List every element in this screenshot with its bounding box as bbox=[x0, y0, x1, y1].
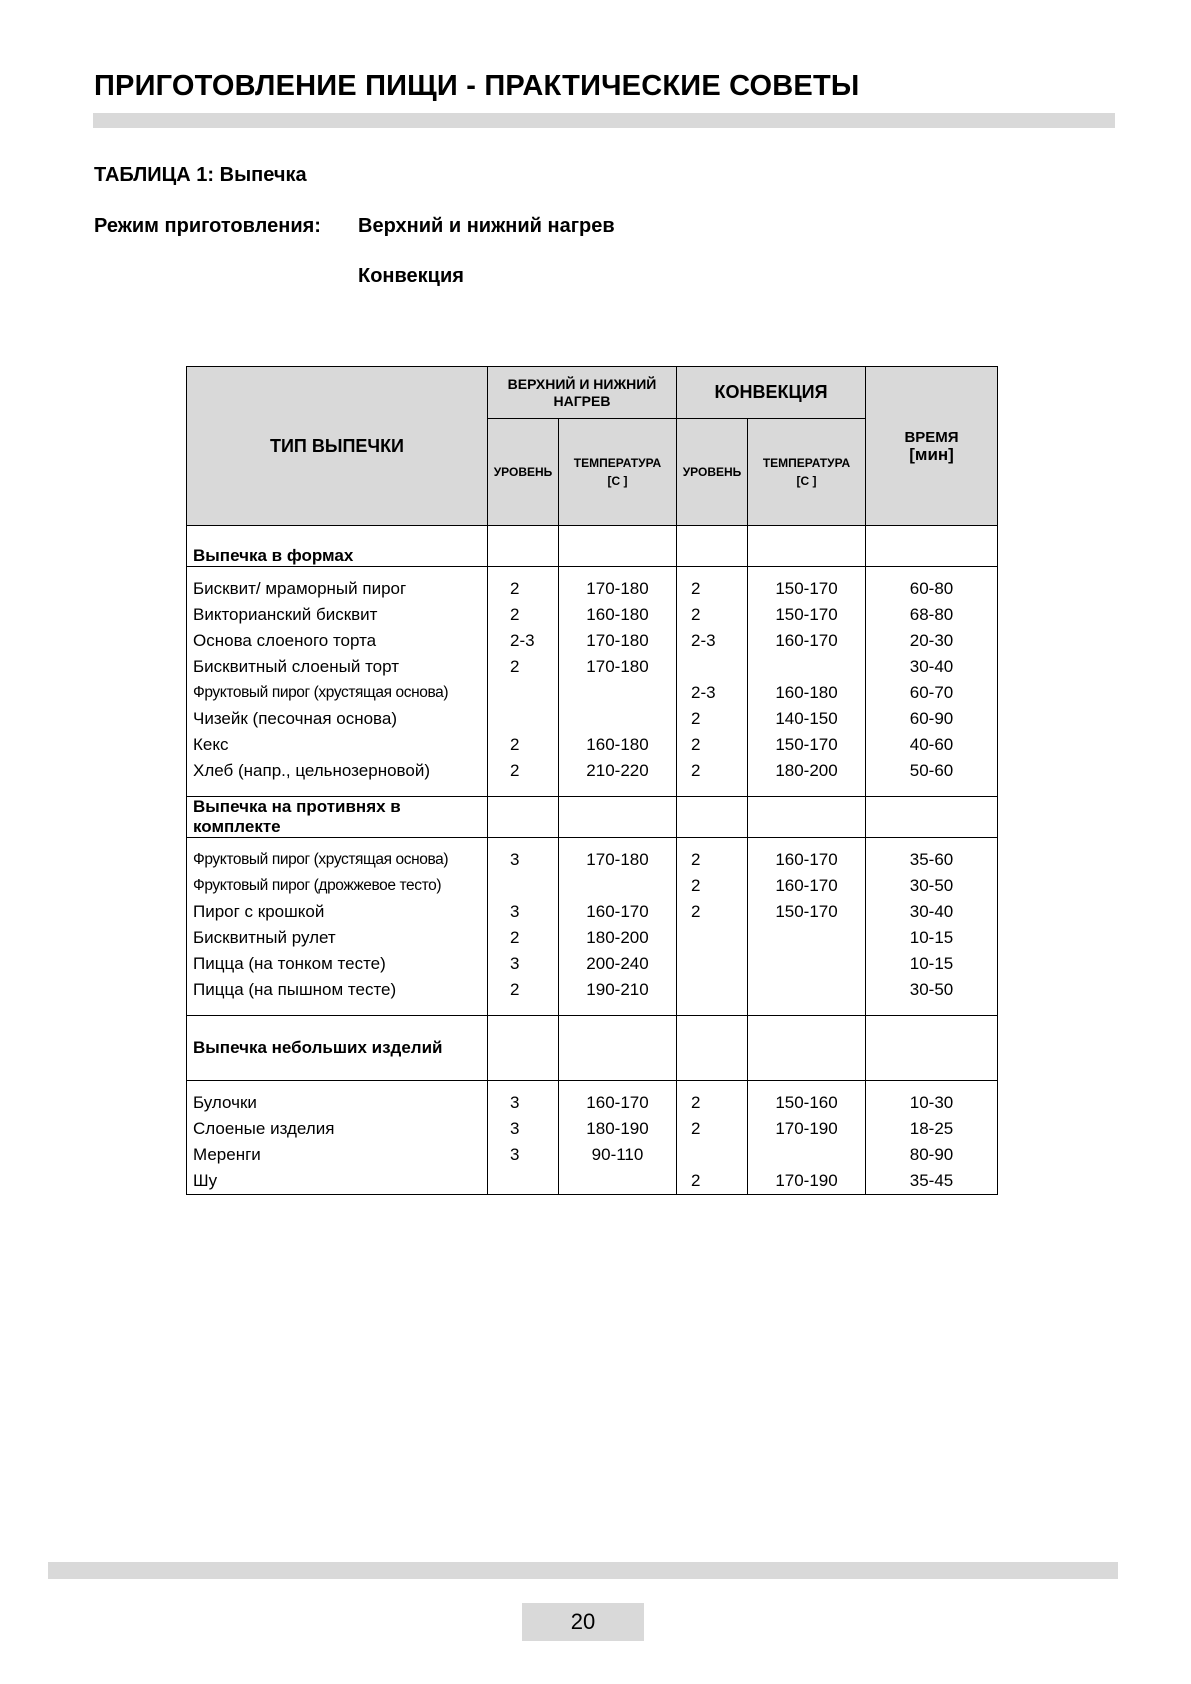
cell-cv-level bbox=[677, 977, 748, 1016]
page-title: ПРИГОТОВЛЕНИЕ ПИЩИ - ПРАКТИЧЕСКИЕ СОВЕТЫ bbox=[94, 70, 860, 102]
cell-cv-temp: 180-200 bbox=[748, 758, 866, 797]
cell-cv-temp: 160-170 bbox=[748, 873, 866, 899]
cell-tb-temp bbox=[559, 706, 677, 732]
header-cv-temp-unit: [C ] bbox=[796, 474, 817, 488]
section-row bbox=[187, 1016, 998, 1081]
cell-tb-temp bbox=[559, 680, 677, 706]
section-empty-cell bbox=[677, 797, 748, 838]
cell-time: 35-60 bbox=[866, 838, 998, 874]
cell-time: 50-60 bbox=[866, 758, 998, 797]
header-time bbox=[866, 367, 998, 526]
cell-time: 30-50 bbox=[866, 873, 998, 899]
cell-tb-level: 3 bbox=[488, 1116, 559, 1142]
table-row bbox=[187, 628, 998, 654]
cell-cv-temp: 150-170 bbox=[748, 732, 866, 758]
cell-tb-temp: 160-170 bbox=[559, 1081, 677, 1117]
cell-baking-type: Фруктовый пирог (хрустящая основа) bbox=[187, 838, 488, 874]
table-body bbox=[187, 526, 998, 1195]
header-tb-level: УРОВЕНЬ bbox=[488, 419, 559, 526]
cell-tb-level: 2-3 bbox=[488, 628, 559, 654]
cell-cv-level: 2 bbox=[677, 706, 748, 732]
cell-tb-level bbox=[488, 706, 559, 732]
cell-cv-temp: 150-170 bbox=[748, 567, 866, 603]
cell-tb-temp bbox=[559, 1168, 677, 1195]
cell-cv-temp bbox=[748, 1142, 866, 1168]
cell-time: 18-25 bbox=[866, 1116, 998, 1142]
cooking-mode-top-bottom: Верхний и нижний нагрев bbox=[358, 215, 615, 237]
cell-tb-temp: 170-180 bbox=[559, 628, 677, 654]
cell-tb-level: 2 bbox=[488, 732, 559, 758]
header-cv-temp-label: ТЕМПЕРАТУРА bbox=[762, 456, 851, 470]
cell-tb-level bbox=[488, 1168, 559, 1195]
footer-bar bbox=[48, 1562, 1118, 1579]
cell-baking-type: Пицца (на тонком тесте) bbox=[187, 951, 488, 977]
section-empty-cell bbox=[559, 797, 677, 838]
cell-baking-type: Чизейк (песочная основа) bbox=[187, 706, 488, 732]
section-empty-cell bbox=[559, 1016, 677, 1081]
table-row bbox=[187, 951, 998, 977]
cell-cv-level bbox=[677, 1142, 748, 1168]
section-title: Выпечка на противнях в комплекте bbox=[193, 797, 401, 836]
cell-tb-level: 2 bbox=[488, 977, 559, 1016]
section-title-cell bbox=[187, 797, 488, 838]
cell-time: 40-60 bbox=[866, 732, 998, 758]
cell-tb-level: 2 bbox=[488, 758, 559, 797]
cell-tb-temp: 170-180 bbox=[559, 567, 677, 603]
cell-cv-level: 2-3 bbox=[677, 680, 748, 706]
cell-tb-temp: 170-180 bbox=[559, 838, 677, 874]
cell-cv-temp bbox=[748, 977, 866, 1016]
table-row bbox=[187, 758, 998, 797]
cell-time: 30-40 bbox=[866, 654, 998, 680]
cell-time: 20-30 bbox=[866, 628, 998, 654]
cell-time: 10-30 bbox=[866, 1081, 998, 1117]
cell-cv-temp: 160-170 bbox=[748, 838, 866, 874]
cell-time: 80-90 bbox=[866, 1142, 998, 1168]
cell-tb-temp: 90-110 bbox=[559, 1142, 677, 1168]
title-underline-bar bbox=[93, 113, 1115, 128]
table-row bbox=[187, 925, 998, 951]
table-row bbox=[187, 706, 998, 732]
cell-tb-level: 3 bbox=[488, 899, 559, 925]
header-tb-temp bbox=[559, 419, 677, 526]
cell-cv-level: 2-3 bbox=[677, 628, 748, 654]
cell-cv-temp: 140-150 bbox=[748, 706, 866, 732]
table-row bbox=[187, 977, 998, 1016]
cell-baking-type: Фруктовый пирог (дрожжевое тесто) bbox=[187, 873, 488, 899]
cell-time: 30-50 bbox=[866, 977, 998, 1016]
cell-tb-temp: 160-170 bbox=[559, 899, 677, 925]
cell-tb-temp: 190-210 bbox=[559, 977, 677, 1016]
cell-time: 10-15 bbox=[866, 925, 998, 951]
cell-tb-temp: 170-180 bbox=[559, 654, 677, 680]
header-tb-temp-unit: [C ] bbox=[607, 474, 628, 488]
cell-time: 30-40 bbox=[866, 899, 998, 925]
cell-cv-level: 2 bbox=[677, 1116, 748, 1142]
cell-cv-temp: 170-190 bbox=[748, 1116, 866, 1142]
section-empty-cell bbox=[866, 526, 998, 567]
cell-baking-type: Бисквит/ мраморный пирог bbox=[187, 567, 488, 603]
cooking-mode-label: Режим приготовления: bbox=[94, 215, 321, 237]
cell-baking-type: Шу bbox=[187, 1168, 488, 1195]
cell-cv-temp: 150-170 bbox=[748, 602, 866, 628]
section-title: Выпечка в формах bbox=[193, 546, 354, 565]
header-cv-temp bbox=[748, 419, 866, 526]
cell-cv-level: 2 bbox=[677, 758, 748, 797]
cell-time: 60-80 bbox=[866, 567, 998, 603]
section-row bbox=[187, 526, 998, 567]
table-row bbox=[187, 1116, 998, 1142]
table-row bbox=[187, 873, 998, 899]
table-row bbox=[187, 1168, 998, 1195]
cell-tb-temp: 160-180 bbox=[559, 602, 677, 628]
cell-cv-level bbox=[677, 925, 748, 951]
header-time-label: ВРЕМЯ bbox=[904, 429, 959, 446]
table-row bbox=[187, 567, 998, 603]
cell-cv-level: 2 bbox=[677, 732, 748, 758]
cell-tb-level bbox=[488, 873, 559, 899]
table-row bbox=[187, 654, 998, 680]
page-number: 20 bbox=[522, 1603, 644, 1641]
cell-tb-level bbox=[488, 680, 559, 706]
cell-time: 60-70 bbox=[866, 680, 998, 706]
cell-cv-level bbox=[677, 654, 748, 680]
cell-baking-type: Викторианский бисквит bbox=[187, 602, 488, 628]
section-empty-cell bbox=[866, 797, 998, 838]
cell-cv-level: 2 bbox=[677, 602, 748, 628]
header-time-unit: [мин] bbox=[909, 445, 954, 464]
cell-tb-level: 3 bbox=[488, 1142, 559, 1168]
header-cv-level: УРОВЕНЬ bbox=[677, 419, 748, 526]
section-empty-cell bbox=[677, 526, 748, 567]
cell-tb-level: 2 bbox=[488, 654, 559, 680]
cell-baking-type: Меренги bbox=[187, 1142, 488, 1168]
table-label: ТАБЛИЦА 1: Выпечка bbox=[94, 164, 307, 186]
cell-baking-type: Булочки bbox=[187, 1081, 488, 1117]
section-empty-cell bbox=[488, 1016, 559, 1081]
table-row bbox=[187, 1081, 998, 1117]
cell-cv-temp: 150-170 bbox=[748, 899, 866, 925]
cell-cv-level: 2 bbox=[677, 838, 748, 874]
section-title-cell bbox=[187, 526, 488, 567]
cooking-mode-convection: Конвекция bbox=[358, 265, 464, 287]
cell-tb-temp: 200-240 bbox=[559, 951, 677, 977]
header-top-bottom: ВЕРХНИЙ И НИЖНИЙ НАГРЕВ bbox=[488, 367, 677, 419]
section-empty-cell bbox=[488, 797, 559, 838]
header-convection: КОНВЕКЦИЯ bbox=[677, 367, 866, 419]
section-empty-cell bbox=[677, 1016, 748, 1081]
cell-cv-temp: 170-190 bbox=[748, 1168, 866, 1195]
table-row bbox=[187, 838, 998, 874]
cell-tb-level: 2 bbox=[488, 602, 559, 628]
table-row bbox=[187, 1142, 998, 1168]
table-row bbox=[187, 680, 998, 706]
section-title: Выпечка небольших изделий bbox=[193, 1038, 443, 1057]
cell-tb-temp: 160-180 bbox=[559, 732, 677, 758]
cell-tb-level: 3 bbox=[488, 1081, 559, 1117]
cell-baking-type: Хлеб (напр., цельнозерновой) bbox=[187, 758, 488, 797]
cell-baking-type: Основа слоеного торта bbox=[187, 628, 488, 654]
header-tb-temp-label: ТЕМПЕРАТУРА bbox=[573, 456, 662, 470]
section-empty-cell bbox=[748, 1016, 866, 1081]
cell-cv-temp: 160-180 bbox=[748, 680, 866, 706]
cell-baking-type: Пицца (на пышном тесте) bbox=[187, 977, 488, 1016]
section-empty-cell bbox=[866, 1016, 998, 1081]
section-row bbox=[187, 797, 998, 838]
cell-tb-level: 2 bbox=[488, 567, 559, 603]
cell-time: 68-80 bbox=[866, 602, 998, 628]
cell-tb-temp: 210-220 bbox=[559, 758, 677, 797]
cell-cv-temp bbox=[748, 951, 866, 977]
cell-time: 60-90 bbox=[866, 706, 998, 732]
cell-cv-level: 2 bbox=[677, 873, 748, 899]
cell-cv-level: 2 bbox=[677, 567, 748, 603]
section-empty-cell bbox=[748, 797, 866, 838]
cell-tb-level: 3 bbox=[488, 838, 559, 874]
section-empty-cell bbox=[748, 526, 866, 567]
cell-baking-type: Пирог с крошкой bbox=[187, 899, 488, 925]
section-title-cell bbox=[187, 1016, 488, 1081]
cell-tb-level: 2 bbox=[488, 925, 559, 951]
cell-time: 35-45 bbox=[866, 1168, 998, 1195]
baking-table bbox=[186, 366, 998, 1195]
cell-cv-temp: 150-160 bbox=[748, 1081, 866, 1117]
cell-cv-level: 2 bbox=[677, 1081, 748, 1117]
cell-tb-temp bbox=[559, 873, 677, 899]
header-type: ТИП ВЫПЕЧКИ bbox=[187, 367, 488, 526]
cell-baking-type: Бисквитный слоеный торт bbox=[187, 654, 488, 680]
cell-baking-type: Слоеные изделия bbox=[187, 1116, 488, 1142]
cell-cv-temp bbox=[748, 654, 866, 680]
cell-tb-temp: 180-200 bbox=[559, 925, 677, 951]
cell-tb-level: 3 bbox=[488, 951, 559, 977]
cell-baking-type: Бисквитный рулет bbox=[187, 925, 488, 951]
cell-cv-level: 2 bbox=[677, 899, 748, 925]
cell-time: 10-15 bbox=[866, 951, 998, 977]
cell-cv-level bbox=[677, 951, 748, 977]
cell-tb-temp: 180-190 bbox=[559, 1116, 677, 1142]
table-row bbox=[187, 602, 998, 628]
cell-cv-level: 2 bbox=[677, 1168, 748, 1195]
table-row bbox=[187, 732, 998, 758]
cell-baking-type: Кекс bbox=[187, 732, 488, 758]
cell-cv-temp: 160-170 bbox=[748, 628, 866, 654]
section-empty-cell bbox=[488, 526, 559, 567]
section-empty-cell bbox=[559, 526, 677, 567]
cell-cv-temp bbox=[748, 925, 866, 951]
table-header bbox=[187, 367, 998, 526]
table-row bbox=[187, 899, 998, 925]
cell-baking-type: Фруктовый пирог (хрустящая основа) bbox=[187, 680, 488, 706]
